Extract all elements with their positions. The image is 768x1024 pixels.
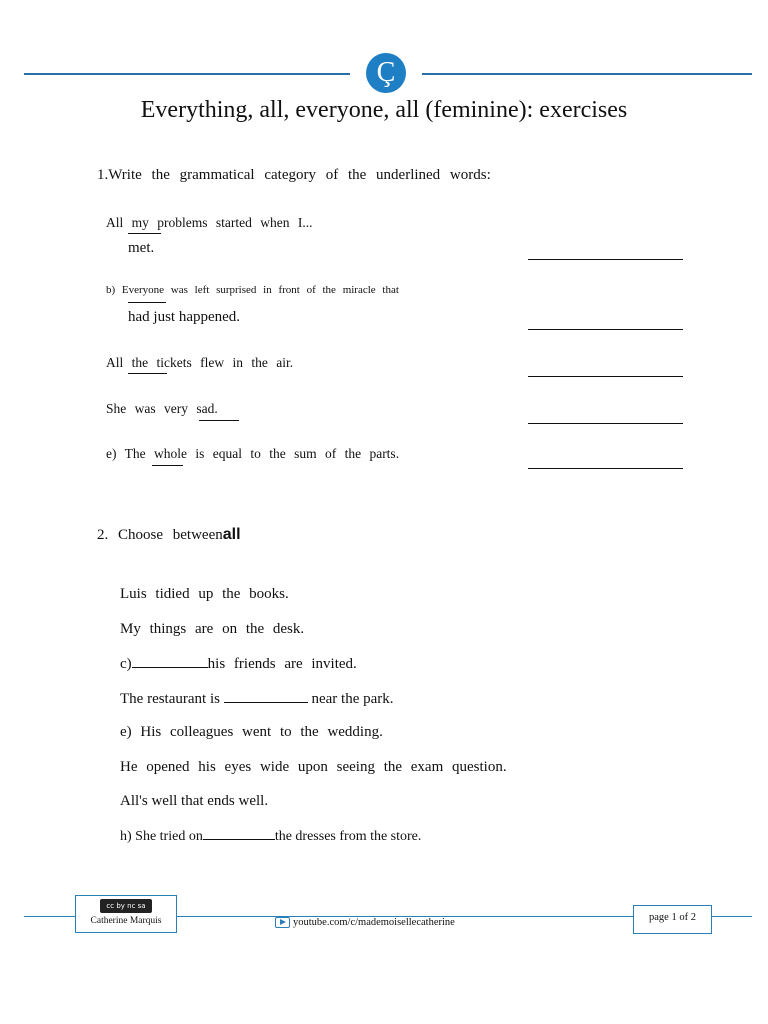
- page-number-box: [633, 905, 712, 934]
- underline-b: [128, 302, 166, 303]
- exercise-1-item-a-line2: met.: [128, 240, 155, 256]
- underline-d: [199, 420, 239, 421]
- exercise-1-prompt: 1.Write the grammatical category of the underlined words:: [97, 167, 491, 183]
- header-rule-right: [422, 73, 752, 75]
- answer-blank-2h[interactable]: [203, 827, 275, 840]
- page-number: page 1 of 2: [649, 912, 696, 923]
- page-title: Everything, all, everyone, all (feminine): exercises: [140, 97, 628, 123]
- exercise-2-prompt: [97, 526, 241, 544]
- license-box: [75, 895, 177, 933]
- underline-a: [128, 233, 161, 234]
- exercise-1-item-a-line1: All my problems started when I...: [106, 215, 313, 230]
- exercise-1-item-b-line2: had just happened.: [128, 309, 241, 325]
- exercise-2-item-b: My things are on the desk.: [120, 621, 305, 637]
- exercise-2-prompt-bold: all: [222, 526, 241, 543]
- item-d-prefix: The restaurant is: [120, 691, 220, 707]
- youtube-link[interactable]: [275, 917, 455, 928]
- answer-blank-2d[interactable]: [224, 690, 308, 703]
- exercise-2-item-h: [120, 827, 421, 845]
- answer-blank-a[interactable]: [528, 259, 683, 260]
- item-c-prefix: c): [120, 656, 132, 672]
- exercise-2-item-e: e) His colleagues went to the wedding.: [120, 724, 383, 740]
- answer-blank-c[interactable]: [528, 376, 683, 377]
- item-h-prefix: h) She tried on: [120, 829, 203, 844]
- item-c-suffix: his friends are invited.: [207, 656, 357, 672]
- underline-c: [128, 373, 167, 374]
- exercise-2-item-f: He opened his eyes wide upon seeing the exam question.: [120, 759, 507, 775]
- exercise-1-item-c: All the tickets flew in the air.: [106, 355, 294, 370]
- youtube-url[interactable]: youtube.com/c/mademoisellecatherine: [293, 917, 455, 928]
- header-rule-left: [24, 73, 350, 75]
- item-d-suffix: near the park.: [311, 691, 394, 707]
- youtube-play-icon: [275, 917, 290, 928]
- exercise-2-item-g: All's well that ends well.: [120, 793, 269, 809]
- item-h-suffix: the dresses from the store.: [274, 829, 422, 844]
- answer-blank-d[interactable]: [528, 423, 683, 424]
- exercise-1-item-d: She was very sad.: [106, 401, 218, 416]
- answer-blank-b[interactable]: [528, 329, 683, 330]
- cc-license-icon: cc by nc sa: [100, 899, 152, 913]
- exercise-2-prompt-text: 2. Choose between: [97, 527, 223, 543]
- answer-blank-e[interactable]: [528, 468, 683, 469]
- author-name: Catherine Marquis: [90, 916, 162, 926]
- exercise-1-item-b-line1: b) Everyone was left surprised in front of the miracle that: [106, 284, 399, 296]
- exercise-2-item-a: Luis tidied up the books.: [120, 586, 289, 602]
- exercise-2-item-c: [120, 655, 357, 673]
- underline-e: [152, 465, 183, 466]
- answer-blank-2c[interactable]: [132, 655, 208, 668]
- exercise-1-item-e: e) The whole is equal to the sum of the parts.: [106, 446, 400, 461]
- brand-logo-icon: Ç: [366, 53, 406, 93]
- exercise-2-item-d: [120, 690, 394, 708]
